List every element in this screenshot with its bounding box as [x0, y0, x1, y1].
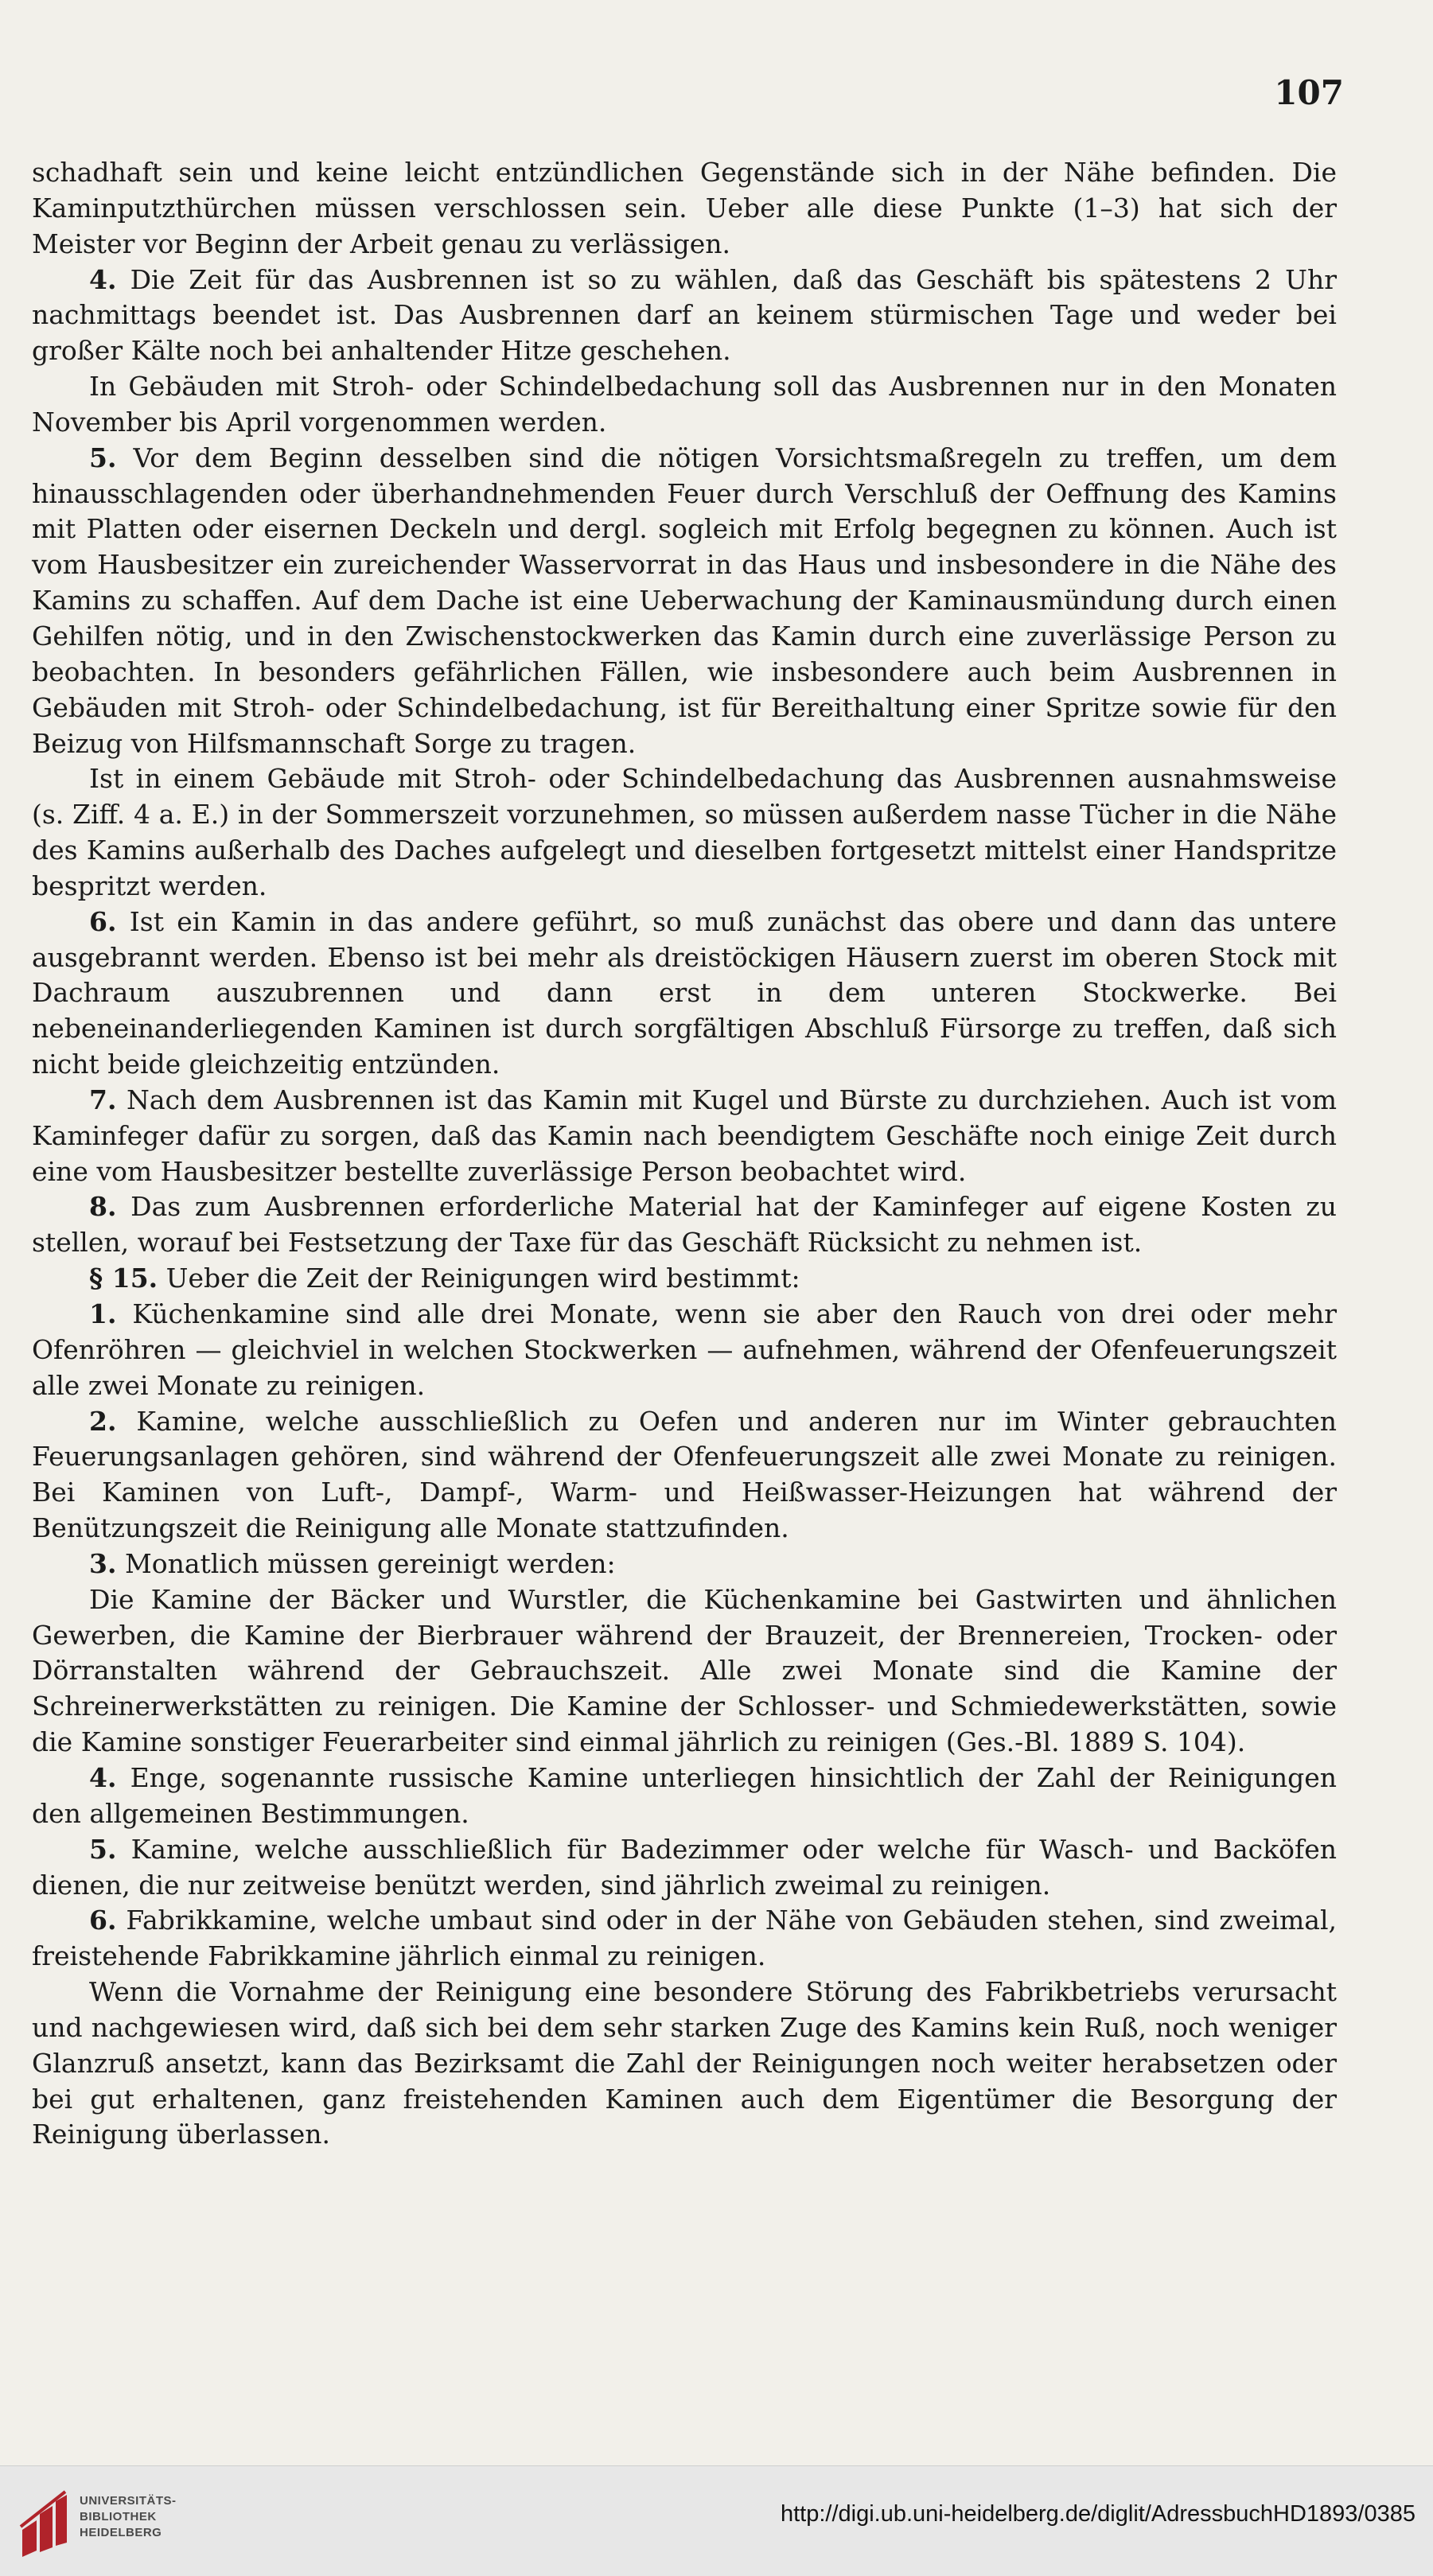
- paragraph-number: 3.: [89, 1547, 117, 1579]
- paragraph-number: 4.: [89, 1761, 117, 1793]
- paragraph: [32, 1832, 1337, 1904]
- paragraph-text: In Gebäuden mit Stroh- oder Schindelbedachung soll das Ausbrennen nur in den Monaten November bis April vorgenommen werden.: [32, 371, 1337, 438]
- body-text: [32, 155, 1337, 2153]
- paragraph: [32, 905, 1337, 1083]
- paragraph: [32, 155, 1337, 263]
- source-url-link[interactable]: http://digi.ub.uni-heidelberg.de/diglit/AdressbuchHD1893/0385: [780, 2501, 1415, 2527]
- paragraph: [32, 1404, 1337, 1547]
- paragraph: [32, 1547, 1337, 1582]
- paragraph-number: 7.: [89, 1084, 117, 1115]
- paragraph-text: Das zum Ausbrennen erforderliche Material hat der Kaminfeger auf eigene Kosten zu stellen, worauf bei Festsetzung der Taxe für das Geschäft Rücksicht zu nehmen ist.: [32, 1191, 1338, 1259]
- paragraph-number: § 15.: [89, 1263, 158, 1294]
- paragraph: [32, 1297, 1337, 1404]
- paragraph-text: Ueber die Zeit der Reinigungen wird bestimmt:: [165, 1263, 800, 1294]
- logo-line: UNIVERSITÄTS-: [80, 2494, 177, 2508]
- paragraph: [32, 1189, 1337, 1261]
- paragraph-text: Enge, sogenannte russische Kamine unterliegen hinsichtlich der Zahl der Reinigungen den allgemeinen Bestimmungen.: [32, 1761, 1337, 1829]
- paragraph-number: 5.: [89, 1833, 117, 1865]
- page-number: 107: [1274, 73, 1344, 112]
- paragraph-number: 6.: [89, 905, 117, 937]
- paragraph: [32, 1975, 1337, 2153]
- paragraph-text: Kamine, welche ausschließlich zu Oefen und anderen nur im Winter gebrauchten Feuerungsanlagen gehören, sind während der Ofenfeuerungszeit alle zwei Monate zu reinigen. Bei Kaminen von Luft-, Dampf-, Warm- und Heißwasser-Heizungen hat während der Benützungszeit die Reinigung alle Monate stattzufinden.: [32, 1405, 1337, 1544]
- paragraph-text: Vor dem Beginn desselben sind die nötigen Vorsichtsmaßregeln zu treffen, um dem hinausschlagenden oder überhandnehmenden Feuer durch Verschluß der Oeffnung des Kamins mit Platten oder eisernen Deckeln und dergl. sogleich mit Erfolg begegnen zu können. Auch ist vom Hausbesitzer ein zureichender Wasservorrat in das Haus und insbesondere in die Nähe des Kamins zu schaffen. Auf dem Dache ist eine Ueberwachung der Kaminausmündung durch einen Gehilfen nötig, und in den Zwischenstockwerken das Kamin durch eine zuverlässige Person zu beobachten. In besonders gefährlichen Fällen, wie insbesondere auch beim Ausbrennen in Gebäuden mit Stroh- oder Schindelbedachung, ist für Bereithaltung einer Spritze sowie für den Beizug von Hilfsmannschaft Sorge zu tragen.: [32, 442, 1337, 759]
- paragraph-text: Wenn die Vornahme der Reinigung eine besondere Störung des Fabrikbetriebs verursacht und nachgewiesen wird, daß sich bei dem sehr starken Zuge des Kamins kein Ruß, noch weniger Glanzruß ansetzt, kann das Bezirksamt die Zahl der Reinigungen noch weiter herabsetzen oder bei gut erhaltenen, ganz freistehenden Kaminen auch dem Eigentümer die Besorgung der Reinigung überlassen.: [32, 1976, 1337, 2150]
- paragraph-text: schadhaft sein und keine leicht entzündlichen Gegenstände sich in der Nähe befinden. Die Kaminputzthürchen müssen verschlossen sein. Ueber alle diese Punkte (1–3) hat sich der Meister vor Beginn der Arbeit genau zu verlässigen.: [32, 157, 1337, 259]
- paragraph-text: Fabrikkamine, welche umbaut sind oder in der Nähe von Gebäuden stehen, sind zweimal, freistehende Fabrikkamine jährlich einmal zu reinigen.: [32, 1905, 1337, 1972]
- library-logo-icon: [18, 2484, 72, 2560]
- paragraph-text: Nach dem Ausbrennen ist das Kamin mit Kugel und Bürste zu durchziehen. Auch ist vom Kaminfeger dafür zu sorgen, daß das Kamin nach beendigtem Geschäfte noch einige Zeit durch eine vom Hausbesitzer bestellte zuverlässige Person beobachtet wird.: [32, 1084, 1337, 1187]
- library-logo[interactable]: [18, 2484, 201, 2560]
- paragraph: [32, 1582, 1337, 1761]
- paragraph: [32, 1261, 1337, 1297]
- paragraph-number: 6.: [89, 1905, 117, 1936]
- paragraph-number: 5.: [89, 442, 117, 473]
- paragraph: [32, 1903, 1337, 1975]
- paragraph-text: Ist in einem Gebäude mit Stroh- oder Schindelbedachung das Ausbrennen ausnahmsweise (s. Ziff. 4 a. E.) in der Sommerszeit vorzunehmen, so müssen außerdem nasse Tücher in die Nähe des Kamins außerhalb des Daches aufgelegt und dieselben fortgesetzt mittelst einer Handspritze bespritzt werden.: [32, 763, 1337, 901]
- paragraph-text: Die Kamine der Bäcker und Wurstler, die Küchenkamine bei Gastwirten und ähnlichen Gewerben, die Kamine der Bierbrauer während der Brauzeit, der Brennereien, Trocken- oder Dörranstalten während der Gebrauchszeit. Alle zwei Monate sind die Kamine der Schreinerwerkstätten zu reinigen. Die Kamine der Schlosser- und Schmiedewerkstätten, sowie die Kamine sonstiger Feuerarbeiter sind einmal jährlich zu reinigen (Ges.-Bl. 1889 S. 104).: [32, 1583, 1337, 1758]
- paragraph: [32, 369, 1337, 441]
- paragraph-number: 4.: [89, 263, 117, 295]
- paragraph-text: Küchenkamine sind alle drei Monate, wenn sie aber den Rauch von drei oder mehr Ofenröhren — gleichviel in welchen Stockwerken — aufnehmen, während der Ofenfeuerungszeit alle zwei Monate zu reinigen.: [32, 1298, 1337, 1401]
- paragraph: [32, 1761, 1337, 1832]
- paragraph: [32, 1083, 1337, 1190]
- paragraph-number: 2.: [89, 1405, 117, 1437]
- paragraph-text: Die Zeit für das Ausbrennen ist so zu wählen, daß das Geschäft bis spätestens 2 Uhr nachmittags beendet ist. Das Ausbrennen darf an keinem stürmischen Tage und weder bei großer Kälte noch bei anhaltender Hitze geschehen.: [32, 263, 1337, 367]
- logo-line: HEIDELBERG: [80, 2526, 162, 2539]
- paragraph-text: Ist ein Kamin in das andere geführt, so muß zunächst das obere und dann das untere ausgebrannt werden. Ebenso ist bei mehr als dreistöckigen Häusern zuerst im oberen Stock mit Dachraum auszubrennen und dann erst in dem unteren Stockwerke. Bei nebeneinanderliegenden Kaminen ist durch sorgfältigen Abschluß Fürsorge zu treffen, daß sich nicht beide gleichzeitig entzünden.: [32, 905, 1337, 1080]
- paragraph: [32, 761, 1337, 904]
- paragraph-text: Kamine, welche ausschließlich für Badezimmer oder welche für Wasch- und Backöfen dienen, die nur zeitweise benützt werden, sind jährlich zweimal zu reinigen.: [32, 1833, 1337, 1901]
- paragraph-number: 8.: [89, 1191, 117, 1223]
- footer-bar: [0, 2465, 1433, 2576]
- paragraph: [32, 441, 1337, 762]
- paragraph-text: Monatlich müssen gereinigt werden:: [124, 1547, 616, 1579]
- library-logo-text: [80, 2493, 207, 2541]
- paragraph: [32, 263, 1337, 370]
- logo-line: BIBLIOTHEK: [80, 2510, 157, 2523]
- paragraph-number: 1.: [89, 1298, 117, 1329]
